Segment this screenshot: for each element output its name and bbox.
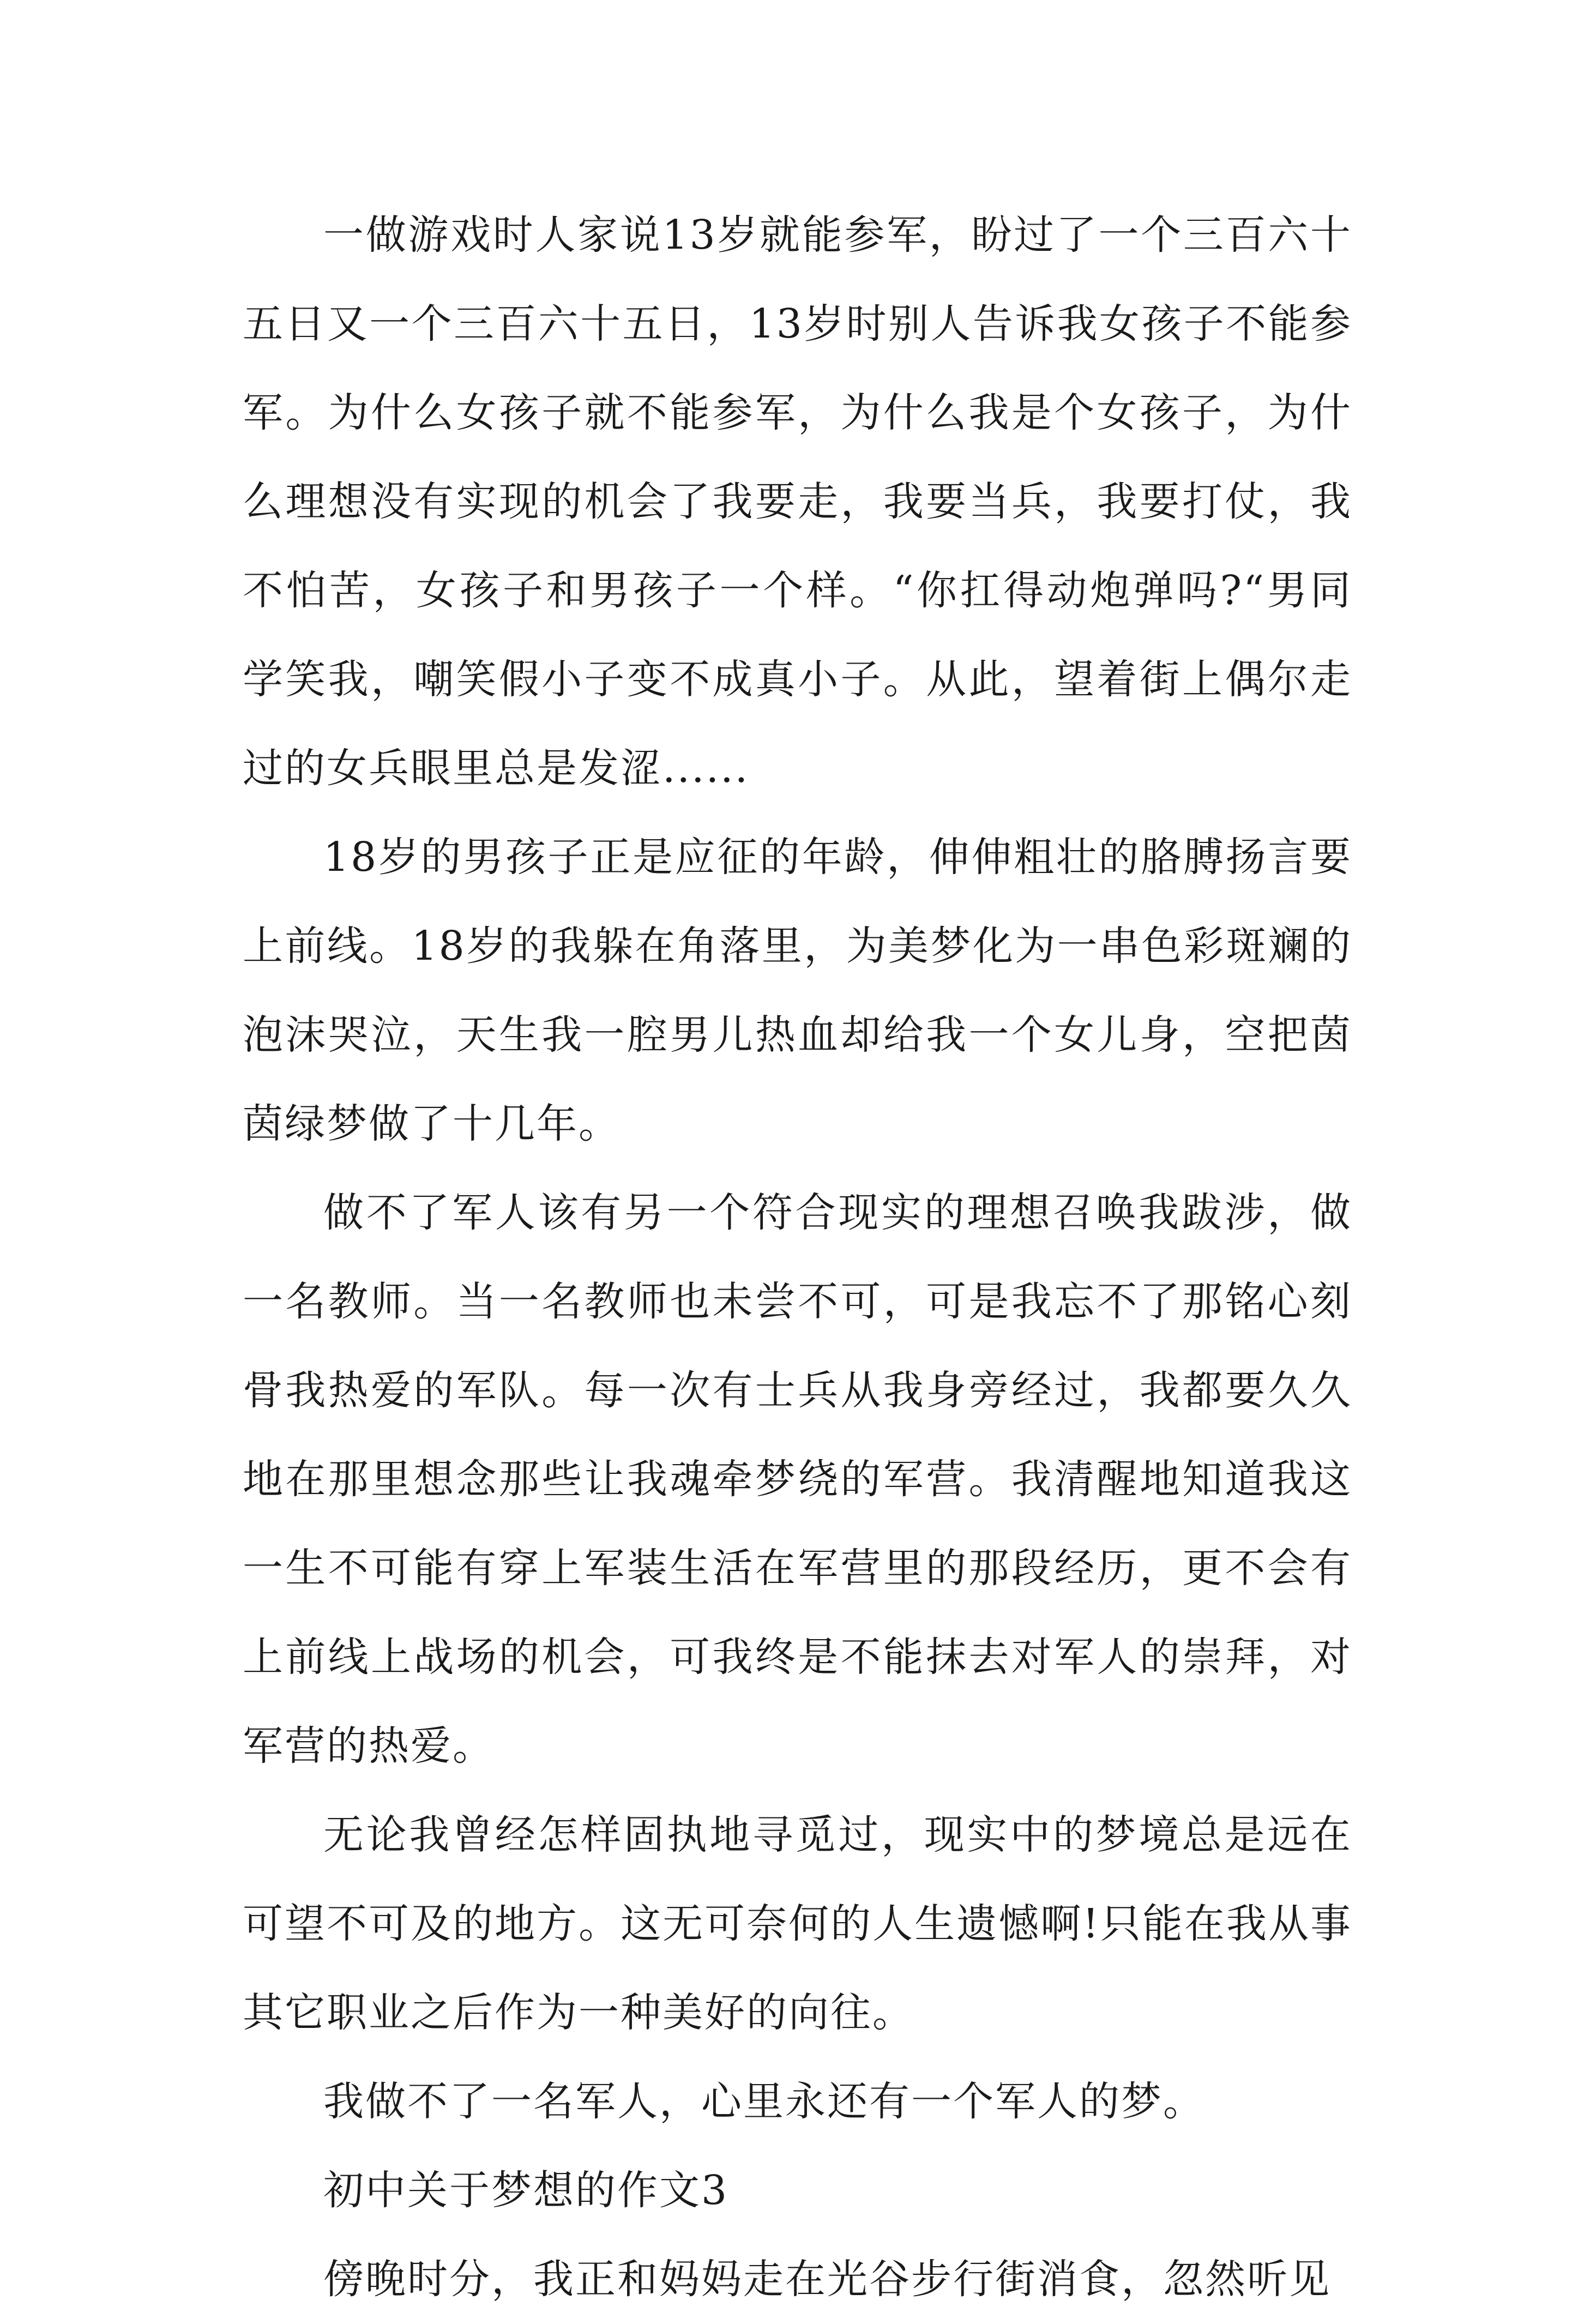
paragraph-6: 傍晚时分，我正和妈妈走在光谷步行街消食，忽然听见: [323, 2256, 1331, 2303]
paragraph-1: 一做游戏时人家说13岁就能参军，盼过了一个三百六十五日又一个三百六十五日，13岁时别人告诉我女孩子不能参军。为什么女孩子就不能参军，为什么我是个女孩子，为什么理想没有实现的机会了我要走，我要当兵，我要打仗，我不怕苦，女孩子和男孩子一个样。“你扛得动炮弹吗?“男同学笑我，嘲笑假小子变不成真小子。从此，望着街上偶尔走过的女兵眼里总是发涩......: [243, 212, 1352, 792]
paragraph-4: 无论我曾经怎样固执地寻觅过，现实中的梦境总是远在可望不可及的地方。这无可奈何的人生遗憾啊!只能在我从事其它职业之后作为一种美好的向往。: [243, 1811, 1352, 2036]
paragraph-5: 我做不了一名军人，心里永还有一个军人的梦。: [323, 2078, 1205, 2125]
paragraph-3: 做不了军人该有另一个符合现实的理想召唤我跋涉，做一名教师。当一名教师也未尝不可，可是我忘不了那铭心刻骨我热爱的军队。每一次有士兵从我身旁经过，我都要久久地在那里想念那些让我魂牵梦绕的军营。我清醒地知道我这一生不可能有穿上军装生活在军营里的那段经历，更不会有上前线上战场的机会，可我终是不能抹去对军人的崇拜，对军营的热爱。: [243, 1189, 1352, 1769]
essay-heading: 初中关于梦想的作文3: [323, 2167, 729, 2214]
paragraph-2: 18岁的男孩子正是应征的年龄，伸伸粗壮的胳膊扬言要上前线。18岁的我躲在角落里，为美梦化为一串色彩斑斓的泡沫哭泣，天生我一腔男儿热血却给我一个女儿身，空把茵茵绿梦做了十几年。: [243, 834, 1352, 1147]
essay-body: [243, 191, 1352, 2324]
